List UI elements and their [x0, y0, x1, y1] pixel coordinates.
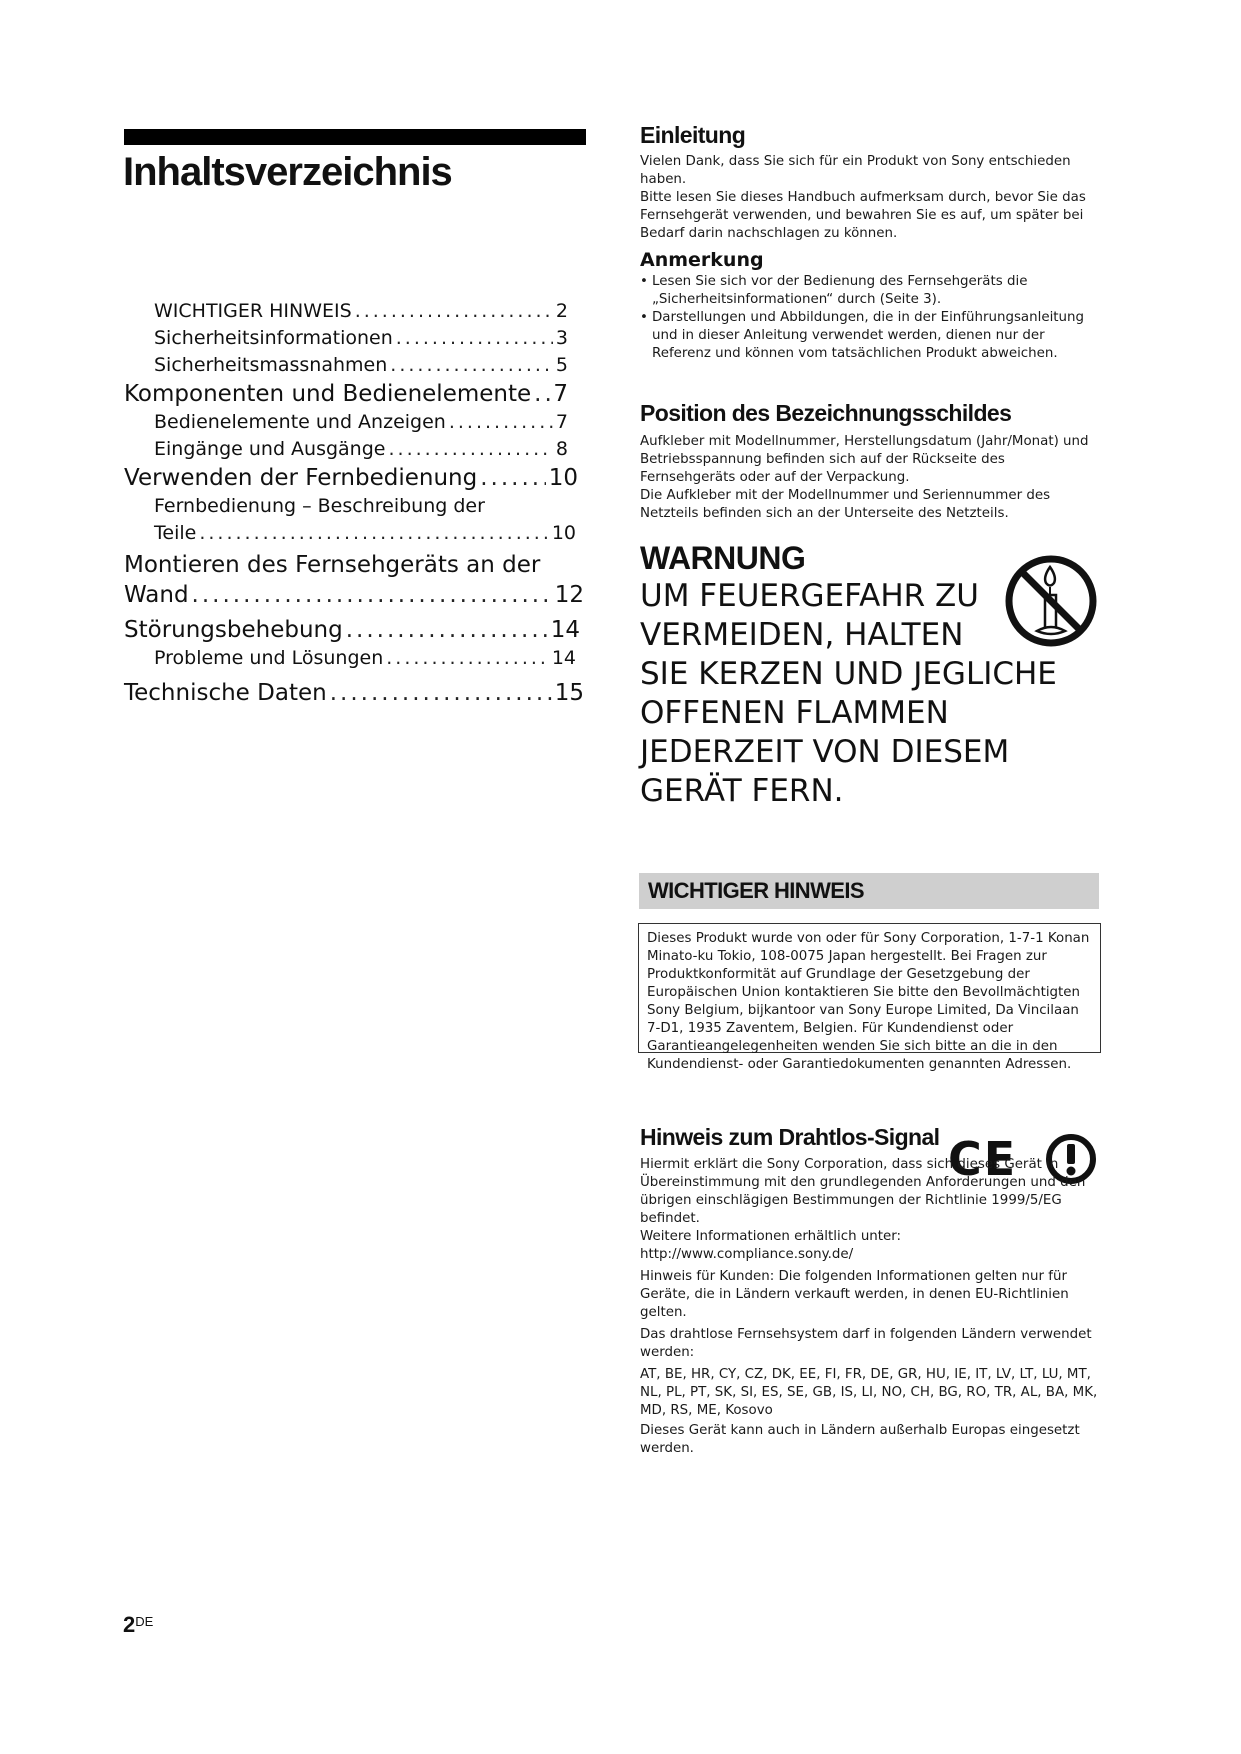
toc-leader [355, 298, 553, 325]
toc-entry-label: Komponenten und Bedienelemente [124, 381, 532, 407]
intro-text-2: Bitte lesen Sie dieses Handbuch aufmerksam durch, bevor Sie das Fernsehgerät verwenden, und bewahren Sie es auf, um später bei Bedarf darin nachschlagen zu können. [640, 190, 1086, 241]
toc-leader [449, 409, 553, 436]
toc-entry[interactable] [124, 379, 584, 409]
warning-title: WARNUNG [640, 540, 806, 576]
note-heading: Anmerkung [640, 249, 764, 271]
toc-entry[interactable] [124, 615, 584, 645]
warning-line: VERMEIDEN, HALTEN [640, 617, 964, 653]
toc-entry-label: Teile [154, 522, 197, 544]
toc-entry-label-line1[interactable]: Fernbedienung – Beschreibung der [154, 495, 485, 517]
page-language-code: DE [135, 1614, 154, 1629]
toc-header-bar [124, 129, 586, 145]
toc-entry-label: Probleme und Lösungen [154, 647, 384, 669]
toc-entry-page: 10 [551, 522, 576, 544]
page-number [123, 1612, 153, 1638]
wireless-text-3: Hinweis für Kunden: Die folgenden Informationen gelten nur für Geräte, die in Ländern verkauft werden, in denen EU-Richtlinien gelten. [640, 1269, 1069, 1320]
toc-entry[interactable] [124, 463, 584, 493]
toc-entry-page: 2 [555, 300, 568, 322]
wireless-text-4: Das drahtlose Fernsehsystem darf in folgenden Ländern verwendet werden: [640, 1327, 1092, 1360]
toc-title: Inhaltsverzeichnis [123, 150, 452, 194]
wireless-heading: Hinweis zum Drahtlos-Signal [640, 1124, 940, 1150]
toc-entry-label: Sicherheitsinformationen [154, 327, 393, 349]
toc-entry-label: Wand [124, 582, 189, 608]
warning-line: SIE KERZEN UND JEGLICHE [640, 656, 1057, 692]
warning-line: GERÄT FERN. [640, 773, 844, 809]
toc-entry-page: 7 [553, 381, 568, 407]
wireless-text-2: Weitere Informationen erhältlich unter: [640, 1229, 902, 1244]
label-position-heading: Position des Bezeichnungsschildes [640, 400, 1012, 426]
toc-entry[interactable] [124, 645, 584, 672]
toc-entry[interactable] [124, 325, 584, 352]
no-candle-icon [1003, 553, 1099, 649]
toc-entry-label: Bedienelemente und Anzeigen [154, 411, 446, 433]
toc-entry[interactable] [124, 520, 584, 547]
page-number-value: 2 [123, 1612, 136, 1637]
toc-entry-label: Sicherheitsmassnahmen [154, 354, 388, 376]
toc-entry-label: Eingänge und Ausgänge [154, 438, 386, 460]
wireless-body [640, 1156, 1102, 1458]
toc-leader [396, 325, 553, 352]
intro-heading: Einleitung [640, 122, 746, 148]
toc-entry-label-line1[interactable]: Montieren des Fernsehgeräts an der [124, 552, 541, 578]
toc-entry[interactable] [124, 298, 584, 325]
warning-line: UM FEUERGEFAHR ZU [640, 578, 979, 614]
toc-leader [388, 436, 552, 463]
toc-entry-page: 10 [548, 465, 578, 491]
toc-entry-page: 8 [555, 438, 568, 460]
note-list [640, 273, 1104, 363]
intro-text-1: Vielen Dank, dass Sie sich für ein Produkt von Sony entschieden haben. [640, 154, 1071, 187]
label-position-text-2: Die Aufkleber mit der Modellnummer und Seriennummer des Netzteils befinden sich an der Unterseite des Netzteils. [640, 488, 1051, 521]
wireless-text-5: Dieses Gerät kann auch in Ländern außerhalb Europas eingesetzt werden. [640, 1423, 1080, 1456]
label-position-section [640, 400, 1104, 523]
toc-entry[interactable] [124, 678, 584, 708]
toc-leader [330, 678, 552, 708]
toc-entry-page: 14 [551, 647, 576, 669]
toc-leader [346, 615, 548, 645]
toc-entry-label: Verwenden der Fernbedienung [124, 465, 478, 491]
toc-entry-label: Technische Daten [124, 680, 327, 706]
intro-section [640, 122, 1104, 363]
important-notice-header [639, 873, 1099, 909]
toc-leader [386, 645, 549, 672]
toc-entry-page: 7 [555, 411, 568, 433]
toc-entry[interactable] [124, 436, 584, 463]
toc-entry[interactable] [124, 409, 584, 436]
toc-entry-page: 3 [555, 327, 568, 349]
toc-entry-page: 15 [554, 680, 584, 706]
toc-leader [534, 379, 550, 409]
toc-leader [480, 463, 545, 493]
wireless-url[interactable]: http://www.compliance.sony.de/ [640, 1247, 854, 1262]
wireless-countries: AT, BE, HR, CY, CZ, DK, EE, FI, FR, DE, GR, HU, IE, IT, LV, LT, LU, MT, NL, PL, PT, SK, SI, ES, SE, GB, IS, LI, NO, CH, BG, RO, TR, AL, BA, MK, MD, RS, ME, Kosovo [640, 1367, 1098, 1418]
toc-entry[interactable] [124, 580, 584, 610]
toc-entry-label: WICHTIGER HINWEIS [154, 300, 352, 322]
warning-line: OFFENEN FLAMMEN [640, 695, 949, 731]
ce-mark: CE [948, 1132, 1018, 1186]
warning-line: JEDERZEIT VON DIESEM [640, 734, 1010, 770]
toc-entry-page: 12 [554, 582, 584, 608]
toc-list [124, 298, 584, 708]
toc-leader [199, 520, 548, 547]
wireless-text-1: Hiermit erklärt die Sony Corporation, dass sich dieses Gerät in Übereinstimmung mit den grundlegenden Anforderungen und den übrigen einschlägigen Bestimmungen der Richtlinie 1999/5/EG befindet. [640, 1157, 1086, 1226]
toc-leader [390, 352, 553, 379]
important-notice-heading: WICHTIGER HINWEIS [648, 878, 864, 903]
toc-entry-page: 14 [550, 617, 580, 643]
important-notice-box [638, 923, 1101, 1072]
toc-entry-page: 5 [555, 354, 568, 376]
important-notice-text: Dieses Produkt wurde von oder für Sony Corporation, 1-7-1 Konan Minato-ku Tokio, 108-0075 Japan hergestellt. Bei Fragen zur Produktkonformität auf Grundlage der Gesetzgebung der Europäischen Union kontaktieren Sie bitte den Bevollmächtigten Sony Belgium, bijkantoor van Sony Europe Limited, Da Vincilaan 7-D1, 1935 Zaventem, Belgien. Für Kundendienst oder Garantieangelegenheiten wenden Sie sich bitte an die in den Kundendienst- oder Garantiedokumenten genannten Adressen. [647, 931, 1090, 1072]
toc-entry-label: Störungsbehebung [124, 617, 343, 643]
label-position-text-1: Aufkleber mit Modellnummer, Herstellungsdatum (Jahr/Monat) und Betriebsspannung befinden sich auf der Rückseite des Fernsehgeräts oder auf der Verpackung. [640, 434, 1089, 485]
toc-entry[interactable] [124, 352, 584, 379]
note-item: • Lesen Sie sich vor der Bedienung des Fernsehgeräts die „Sicherheitsinformationen“ durch (Seite 3). [640, 273, 1104, 309]
toc-leader [192, 580, 552, 610]
note-item: • Darstellungen und Abbildungen, die in der Einführungsanleitung und in dieser Anleitung verwendet werden, dienen nur der Referenz und können vom tatsächlichen Produkt abweichen. [640, 309, 1104, 363]
